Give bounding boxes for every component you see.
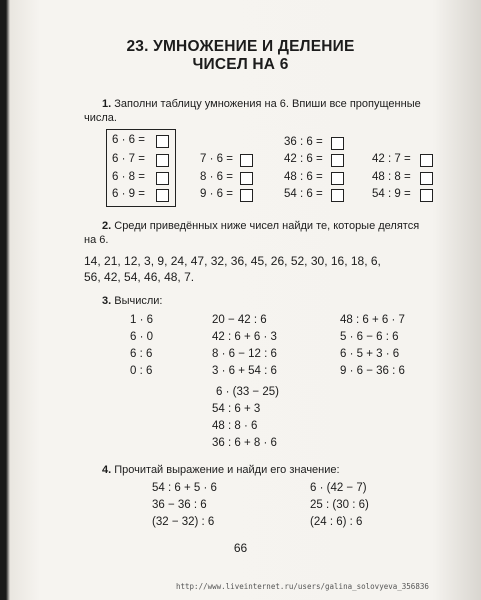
task3-expr: 1 · 6 xyxy=(130,314,154,326)
task4-number: 4. xyxy=(102,464,112,476)
task3-expr: 42 : 6 + 6 · 3 xyxy=(212,331,277,343)
answer-box[interactable] xyxy=(331,189,344,202)
answer-box[interactable] xyxy=(420,189,433,202)
task3-expr: 54 : 6 + 3 xyxy=(212,403,261,415)
answer-box[interactable] xyxy=(156,189,169,202)
task1-expr: 8 · 6 = xyxy=(200,171,233,183)
task3-expr: 48 : 6 + 6 · 7 xyxy=(340,314,405,326)
answer-box[interactable] xyxy=(331,154,344,167)
task1-expr: 48 : 6 = xyxy=(284,171,323,183)
task3-expr: 6 · (33 − 25) xyxy=(216,386,279,398)
task3-expr: 6 : 6 xyxy=(130,348,153,360)
task1-expr: 6 · 7 = xyxy=(112,153,145,165)
task3-instruction xyxy=(102,294,163,308)
task1-expr: 48 : 8 = xyxy=(372,171,411,183)
task3-expr: 8 · 6 − 12 : 6 xyxy=(212,348,277,360)
task2-text-line2: на 6. xyxy=(84,234,109,246)
task4-expr: 54 : 6 + 5 · 6 xyxy=(152,482,217,494)
task1-expr: 6 · 8 = xyxy=(112,171,145,183)
task3-expr: 5 · 6 − 6 : 6 xyxy=(340,331,399,343)
task1-expr: 9 · 6 = xyxy=(200,188,233,200)
task1-expr: 42 : 6 = xyxy=(284,153,323,165)
task3-text: Вычисли: xyxy=(114,295,163,307)
task3-number: 3. xyxy=(102,295,112,307)
task1-expr: 6 · 9 = xyxy=(112,188,145,200)
answer-box[interactable] xyxy=(156,154,169,167)
answer-box[interactable] xyxy=(156,172,169,185)
task3-expr: 20 − 42 : 6 xyxy=(212,314,267,326)
task2-numbers-line1: 14, 21, 12, 3, 9, 24, 47, 32, 36, 45, 26, 52, 30, 16, 18, 6, xyxy=(84,254,381,268)
answer-box[interactable] xyxy=(156,135,169,148)
task2-text-line1: Среди приведённых ниже чисел найди те, которые делятся xyxy=(114,220,420,232)
task1-expr: 36 : 6 = xyxy=(284,136,323,148)
task3-expr: 3 · 6 + 54 : 6 xyxy=(212,365,277,377)
task1-instruction xyxy=(102,97,421,111)
source-url-watermark: http://www.liveinternet.ru/users/galina_solovyeva_356836 xyxy=(176,582,429,591)
task4-expr: 36 − 36 : 6 xyxy=(152,499,207,511)
task2-number: 2. xyxy=(102,220,112,232)
task1-expr: 54 : 6 = xyxy=(284,188,323,200)
task4-text: Прочитай выражение и найди его значение: xyxy=(114,464,340,476)
task2-numbers-line2: 56, 42, 54, 46, 48, 7. xyxy=(84,270,195,284)
task4-expr: 6 · (42 − 7) xyxy=(310,482,367,494)
task1-expr: 54 : 9 = xyxy=(372,188,411,200)
task3-expr: 48 : 8 · 6 xyxy=(212,420,258,432)
task3-expr: 6 · 0 xyxy=(130,331,154,343)
task3-expr: 36 : 6 + 8 · 6 xyxy=(212,437,277,449)
task3-expr: 9 · 6 − 36 : 6 xyxy=(340,365,405,377)
task3-expr: 6 · 5 + 3 · 6 xyxy=(340,348,400,360)
answer-box[interactable] xyxy=(240,189,253,202)
task4-expr: (24 : 6) : 6 xyxy=(310,516,363,528)
task4-expr: (32 − 32) : 6 xyxy=(152,516,215,528)
task3-expr: 0 : 6 xyxy=(130,365,153,377)
task1-expr: 6 · 6 = xyxy=(112,134,145,146)
task4-expr: 25 : (30 : 6) xyxy=(310,499,369,511)
task1-expr: 7 · 6 = xyxy=(200,153,233,165)
task1-number: 1. xyxy=(102,98,112,110)
answer-box[interactable] xyxy=(420,154,433,167)
task1-text-line1: Заполни таблицу умножения на 6. Впиши все пропущенные xyxy=(114,98,421,110)
page-title-line1: 23. УМНОЖЕНИЕ И ДЕЛЕНИЕ xyxy=(126,38,355,55)
task1-expr: 42 : 7 = xyxy=(372,153,411,165)
task4-instruction xyxy=(102,463,340,477)
page-title-line2: ЧИСЕЛ НА 6 xyxy=(192,56,289,73)
task2-instruction xyxy=(102,219,419,233)
page-number: 66 xyxy=(233,541,248,555)
task1-text-line2: числа. xyxy=(84,112,117,124)
answer-box[interactable] xyxy=(331,137,344,150)
answer-box[interactable] xyxy=(331,172,344,185)
answer-box[interactable] xyxy=(240,154,253,167)
answer-box[interactable] xyxy=(240,172,253,185)
answer-box[interactable] xyxy=(420,172,433,185)
